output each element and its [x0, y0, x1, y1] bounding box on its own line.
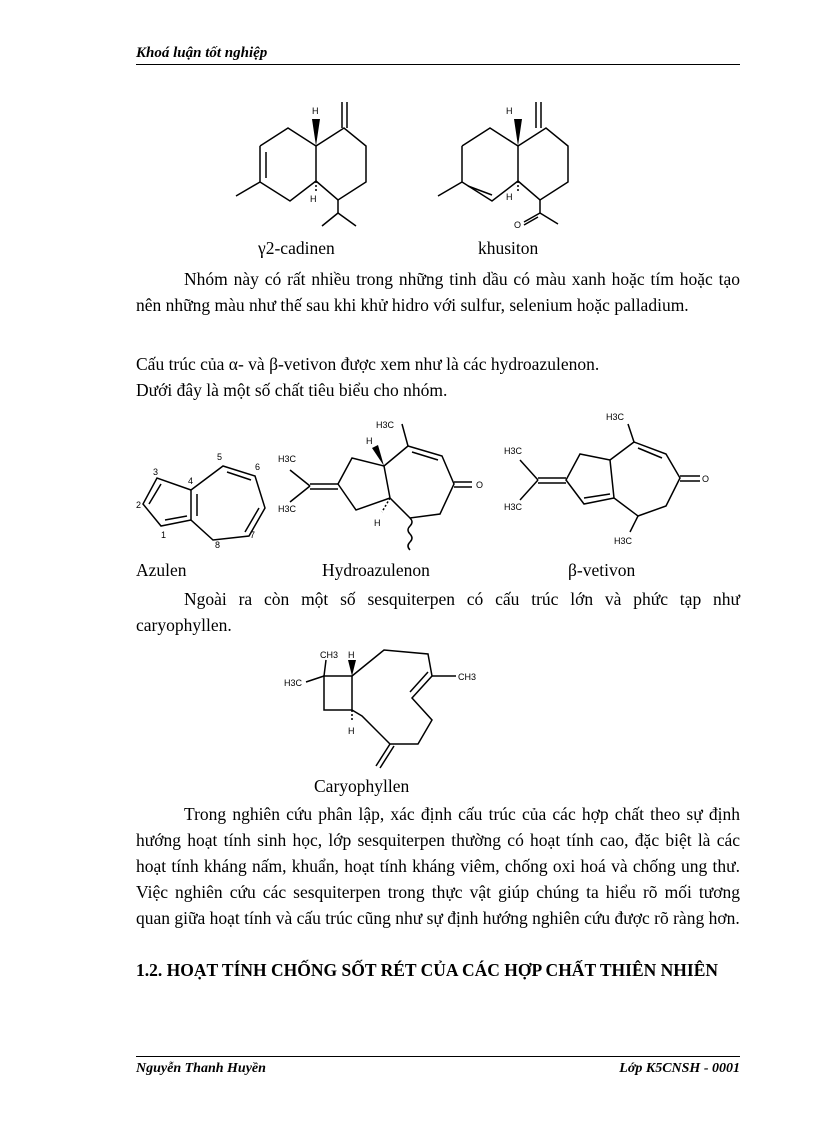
group-h3c-bottom: H3C [614, 536, 633, 546]
group-h3c-left-top: H3C [278, 454, 297, 464]
atom-h-bottom: H [348, 726, 355, 736]
paragraph-3: Trong nghiên cứu phân lập, xác định cấu trúc của các hợp chất theo sự định hướng hoạt tính sinh học, lớp sesquiterpen thường có hoạt tính cao, đặc biệt là các hoạt tính kháng nấm, khuẩn, hoạt tính kháng viêm, chống oxi hoá và chống ung thư. Việc nghiên cứu các sesquiterpen trong thực vật giúp chúng ta hiểu rõ mối tương quan giữa hoạt tính và cấu trúc cũng như sự định hướng nghiên cứu được rõ ràng hơn. [136, 804, 740, 928]
group-h3c-left-bottom: H3C [504, 502, 523, 512]
line-vetivon-structure: Cấu trúc của α- và β-vetivon được xem như là các hydroazulenon. [136, 354, 600, 374]
khusiton-structure [432, 96, 582, 236]
azulen-number-2: 2 [136, 500, 142, 510]
vetivon-structure [500, 410, 730, 550]
group-h3c-top: H3C [376, 420, 395, 430]
atom-o: O [476, 480, 484, 490]
azulen-caption: Azulen [136, 560, 187, 580]
caryophyllen-caption: Caryophyllen [314, 776, 410, 796]
paragraph-1: Nhóm này có rất nhiều trong những tinh dầu có màu xanh hoặc tím hoặc tạo nên những màu như thế sau khi khử hidro với sulfur, selenium hoặc palladium. [136, 269, 740, 315]
caryophyllen-structure [282, 640, 482, 776]
atom-o: O [702, 474, 710, 484]
group-h3c-left-bottom: H3C [278, 504, 297, 514]
azulen-number-3: 3 [153, 467, 159, 477]
atom-h-top: H [312, 106, 319, 116]
section-heading: 1.2. HOẠT TÍNH CHỐNG SỐT RÉT CỦA CÁC HỢP CHẤT THIÊN NHIÊN [136, 960, 719, 980]
azulen-number-7: 7 [250, 530, 256, 540]
footer-author: Nguyễn Thanh Huyền [136, 1061, 266, 1076]
page-header [136, 44, 740, 65]
hydroazulenon-caption: Hydroazulenon [322, 560, 430, 580]
atom-h-bottom: H [374, 518, 381, 528]
footer-class: Lớp K5CNSH - 0001 [619, 1061, 740, 1076]
atom-h-top: H [348, 650, 355, 660]
khusiton-caption: khusiton [478, 238, 539, 258]
azulen-number-8: 8 [215, 540, 221, 550]
group-ch3-right: CH3 [458, 672, 477, 682]
line-examples: Dưới đây là một số chất tiêu biểu cho nhóm. [136, 380, 448, 400]
atom-h-top: H [506, 106, 513, 116]
azulen-number-4: 4 [188, 476, 194, 486]
azulen-number-6: 6 [255, 462, 261, 472]
atom-h-bottom: H [310, 194, 317, 204]
page-footer [136, 1056, 740, 1079]
group-ch3-top: CH3 [320, 650, 339, 660]
cadinen-caption: γ2-cadinen [258, 238, 335, 258]
group-h3c-left: H3C [284, 678, 303, 688]
atom-h-bottom: H [506, 192, 513, 202]
hydroazulenon-structure [276, 412, 496, 562]
vetivon-caption: β-vetivon [568, 560, 636, 580]
atom-h-top: H [366, 436, 373, 446]
group-h3c-top: H3C [606, 412, 625, 422]
paragraph-2: Ngoài ra còn một số sesquiterpen có cấu trúc lớn và phức tạp như caryophyllen. [136, 589, 740, 635]
azulen-number-1: 1 [161, 530, 167, 540]
azulen-structure [133, 448, 273, 552]
cadinen-structure [230, 96, 380, 236]
group-h3c-left-top: H3C [504, 446, 523, 456]
header-title: Khoá luận tốt nghiệp [136, 45, 268, 61]
azulen-number-5: 5 [217, 452, 223, 462]
atom-o: O [514, 220, 522, 230]
